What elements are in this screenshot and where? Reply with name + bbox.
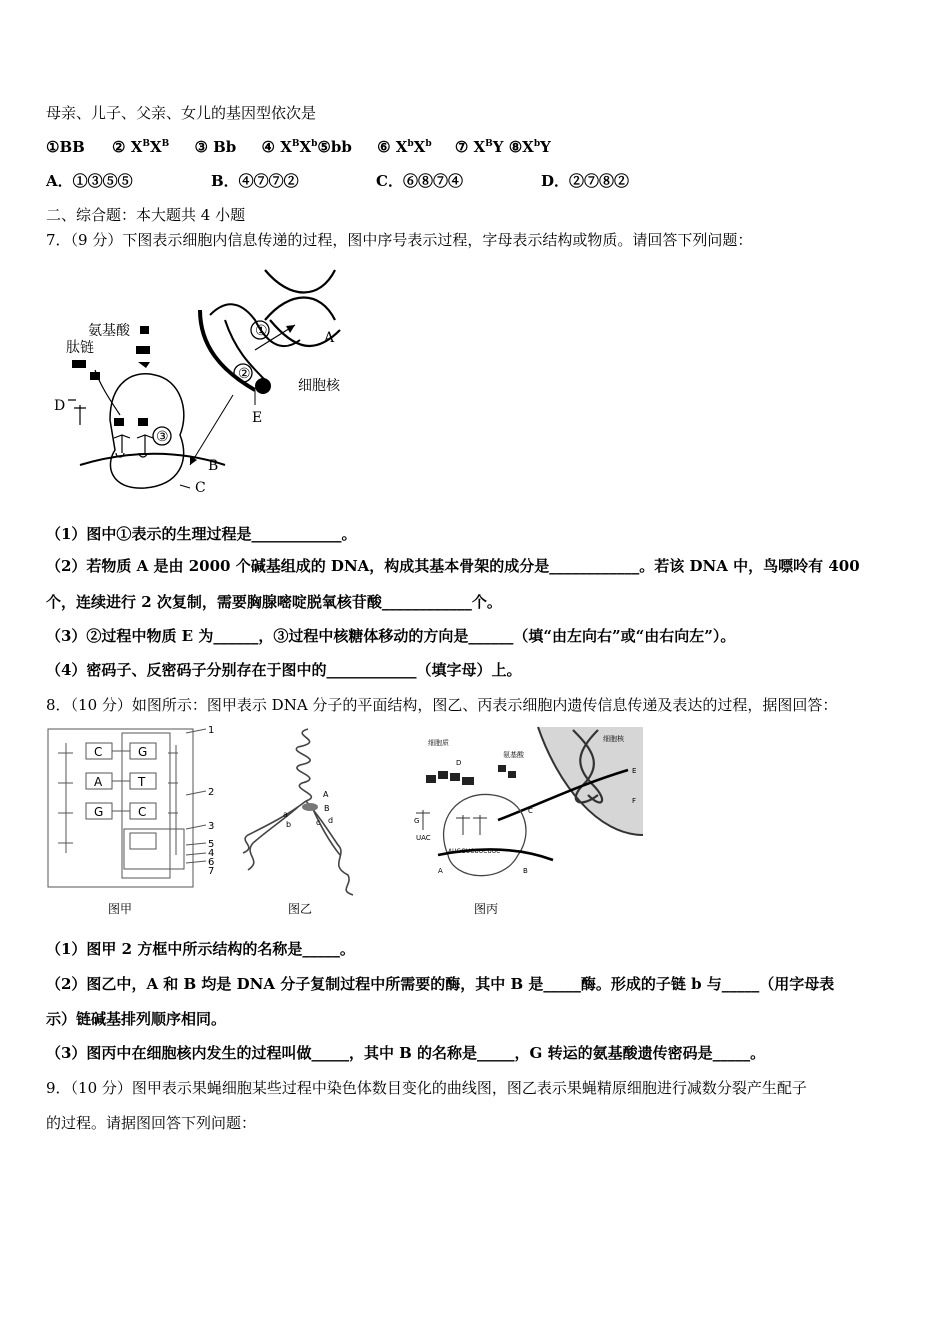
jia-num-1: 1 (208, 725, 215, 736)
bing-anticodon: UAC (416, 834, 431, 842)
choice-c: C．⑥⑧⑦④ (376, 172, 463, 190)
ribosome-b (444, 794, 526, 855)
bing-label-b: B (523, 867, 528, 875)
bing-label-c: C (528, 807, 533, 815)
opt7: ⑦ $X^BY$ (454, 138, 504, 156)
bing-label-d: D (456, 759, 462, 767)
q7-stem: 7．（9 分）下图表示细胞内信息传递的过程，图中序号表示过程，字母表示结构或物质。请回答下列问题： (46, 231, 753, 249)
q8-figure-jia (46, 725, 221, 920)
q9-stem-b: 的过程。请据图回答下列问题： (46, 1114, 257, 1132)
jia-base-1: C (94, 745, 103, 759)
label-process-1: ① (255, 323, 268, 339)
bing-label-amino: 氨基酸 (503, 751, 524, 759)
enzyme-e (255, 378, 271, 394)
jia-base-4: G (138, 745, 148, 759)
jia-base-2: A (94, 775, 103, 789)
q8-figure-bing (408, 725, 643, 920)
bing-caption: 图丙 (474, 902, 499, 916)
q6-choices (46, 171, 629, 191)
q7-sub1: （1）图中①表示的生理过程是____________。 (46, 525, 357, 543)
label-a: A (324, 330, 335, 346)
yi-label-a: A (323, 790, 329, 799)
yi-label-d: d (328, 816, 334, 825)
mrna-b (80, 454, 225, 465)
opt5: ⑤bb (317, 138, 352, 156)
label-peptide: 肽链 (66, 340, 94, 356)
opt2: ② $X^BX^B$ (112, 138, 170, 156)
q8-sub3: （3）图丙中在细胞核内发生的过程叫做_____，其中 B 的名称是_____，G 转运的氨基酸遗传密码是_____。 (46, 1044, 766, 1062)
label-nucleus: 细胞核 (298, 378, 340, 394)
q8-sub2a: （2）图乙中，A 和 B 均是 DNA 分子复制过程中所需要的酶，其中 B 是_____酶。形成的子链 b 与_____（用字母表 (46, 975, 835, 993)
label-e: E (252, 410, 263, 426)
choice-a: A．①③⑤⑤ (46, 172, 133, 190)
label-process-2: ② (238, 366, 251, 382)
yi-label-a2: a (283, 810, 288, 819)
choice-b: B．④⑦⑦② (211, 172, 299, 190)
q8-sub1: （1）图甲 2 方框中所示结构的名称是_____。 (46, 940, 355, 958)
q8-figure-yi (228, 725, 388, 920)
jia-num-2: 2 (208, 787, 215, 798)
opt4: ④ $X^BX^b$ (261, 138, 318, 156)
q7-sub2b: 个，连续进行 2 次复制，需要胸腺嘧啶脱氧核苷酸____________个。 (46, 593, 502, 611)
q8-stem: 8．（10 分）如图所示：图甲表示 DNA 分子的平面结构，图乙、丙表示细胞内遗传信息传递及表达的过程，据图回答： (46, 696, 838, 714)
label-b: B (208, 458, 219, 474)
jia-base-6: C (138, 805, 147, 819)
bing-label-nucleus: 细胞核 (603, 735, 624, 743)
q7-sub3: （3）②过程中物质 E 为______，③过程中核糖体移动的方向是______（填“由左向右”或“由右向左”）。 (46, 627, 736, 645)
label-amino-acid: 氨基酸 (88, 323, 130, 339)
jia-base-5: T (138, 775, 146, 789)
bing-label-f: F (632, 797, 637, 805)
yi-label-b2: b (286, 820, 292, 829)
yi-label-c: c (316, 818, 321, 827)
jia-num-3: 3 (208, 821, 215, 832)
ribosome (110, 374, 184, 488)
q7-sub4: （4）密码子、反密码子分别存在于图中的____________（填字母）上。 (46, 661, 522, 679)
q6-genotype-options (46, 137, 551, 157)
opt3: ③ Bb (194, 138, 237, 156)
label-c: C (195, 480, 206, 496)
q7-sub2a: （2）若物质 A 是由 2000 个碱基组成的 DNA，构成其基本骨架的成分是____________。若该 DNA 中，鸟嘌呤有 400 (46, 557, 860, 575)
label-d: D (54, 398, 66, 414)
bing-label-e: E (632, 767, 637, 775)
q6-stem: 母亲、儿子、父亲、女儿的基因型依次是 (46, 104, 317, 122)
jia-base-3: G (94, 805, 104, 819)
opt8: $⑧X^bY$ (508, 138, 551, 156)
bing-label-cytoplasm: 细胞质 (428, 739, 449, 747)
jia-num-7: 7 (208, 866, 215, 877)
q8-sub2b: 示）链碱基排列顺序相同。 (46, 1010, 227, 1028)
q9-stem-a: 9．（10 分）图甲表示果蝇细胞某些过程中染色体数目变化的曲线图，图乙表示果蝇精原细胞进行减数分裂产生配子 (46, 1079, 807, 1097)
opt6: ⑥ $X^bX^b$ (377, 138, 432, 156)
choice-d: D．②⑦⑧② (541, 172, 630, 190)
yi-caption: 图乙 (288, 902, 313, 916)
bing-label-g: G (414, 817, 420, 825)
yi-label-b: B (324, 804, 330, 813)
jia-num-5: 5 (208, 839, 215, 850)
jia-num-4: 4 (208, 848, 215, 859)
label-process-3: ③ (156, 429, 169, 445)
jia-num-6: 6 (208, 857, 215, 868)
q7-figure (50, 260, 390, 500)
bing-label-a: A (438, 867, 443, 875)
bing-mrna-seq: AUGGUCUUCUUC (448, 848, 501, 855)
section-heading: 二、综合题：本大题共 4 小题 (46, 206, 246, 224)
opt1: ①BB (46, 138, 85, 156)
jia-caption: 图甲 (108, 902, 133, 916)
